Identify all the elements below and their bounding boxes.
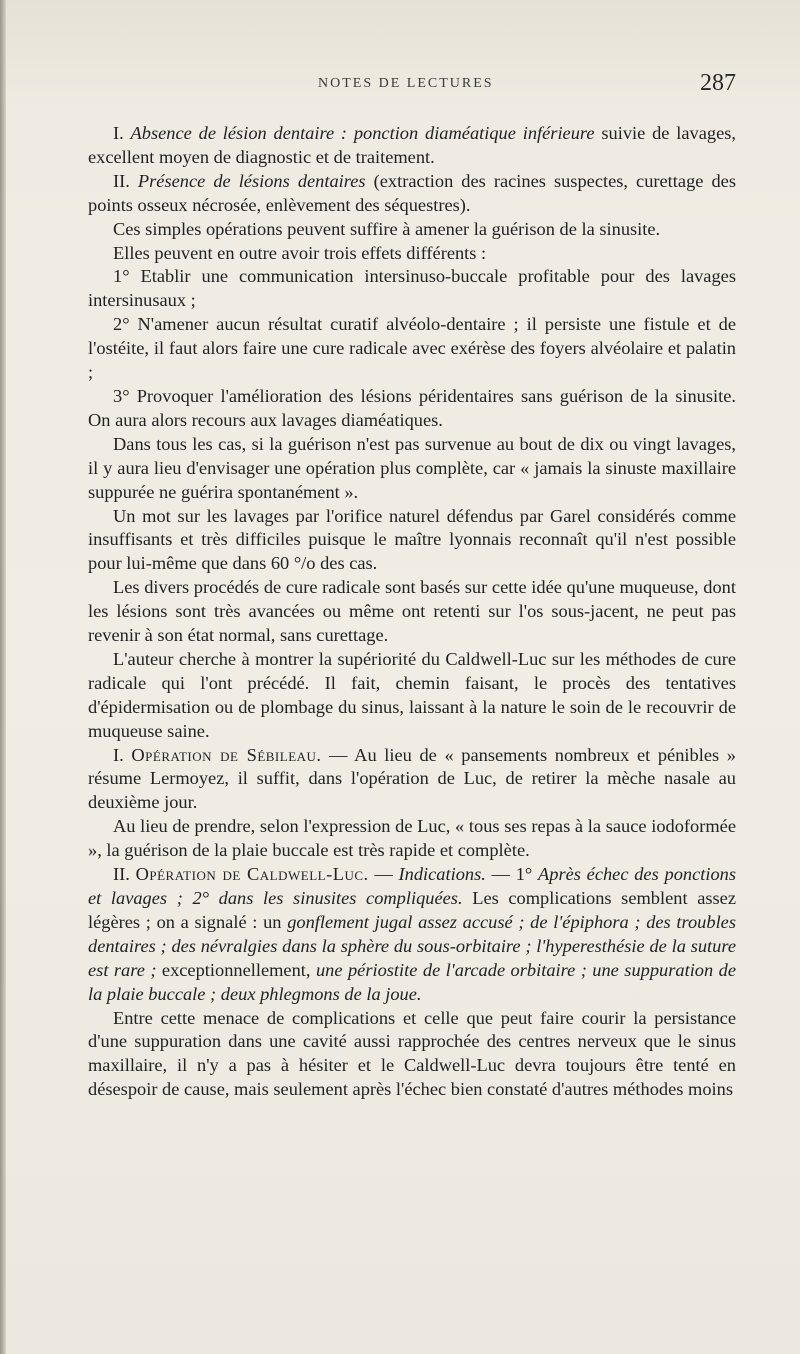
- section-heading: Opération de Caldwell-Luc.: [135, 864, 369, 885]
- item-title: Absence de lésion dentaire : ponction diaméatique inférieure: [130, 123, 595, 143]
- dash: — 1°: [485, 864, 539, 885]
- paragraph-10: Les divers procédés de cure radicale sont basés sur cette idée qu'une muqueuse, dont les lésions sont très avancées ou même ont retenti sur l'os sous-jacent, ne peut pas revenir à son état normal, sans curettage.: [88, 577, 736, 646]
- paragraph-3: Ces simples opérations peuvent suffire à amener la guérison de la sinusite.: [113, 218, 661, 239]
- paragraph-7: 3° Provoquer l'amélioration des lésions péridentaires sans guérison de la sinusite. On aura alors recours aux lavages diaméatiques.: [88, 385, 736, 430]
- paragraph-6: 2° N'amener aucun résultat curatif alvéolo-dentaire ; il persiste une fistule et de l'ostéite, il faut alors faire une cure radicale avec exérèse des foyers alvéolaire et palatin ;: [88, 314, 736, 383]
- paragraph-text: (extraction des racines suspectes, curettage des points osseux nécrosée, enlèvement des séquestres).: [88, 170, 736, 215]
- paragraph-4: Elles peuvent en outre avoir trois effets différents :: [113, 242, 487, 263]
- item-number: I.: [113, 123, 124, 143]
- dash: —: [368, 864, 399, 885]
- indications-text: Après échec des ponctions et lavages ; 2° dans les sinusites compliquées.: [88, 864, 737, 908]
- paragraph-2: [88, 170, 736, 218]
- paragraph-text: suivie de lavages, excellent moyen de diagnostic et de traitement.: [88, 123, 736, 167]
- paragraph-8: Dans tous les cas, si la guérison n'est pas survenue au bout de dix ou vingt lavages, il y aura lieu d'envisager une opération plus complète, car « jamais la sinuste maxillaire suppurée ne guérira spontanément ».: [88, 433, 736, 502]
- paragraph-12: [88, 744, 736, 816]
- paragraph-5: 1° Etablir une communication intersinuso-buccale profitable pour des lavages intersinusaux ;: [88, 266, 736, 311]
- paragraph-14: [88, 863, 736, 1006]
- paragraph-text: exceptionnellement,: [156, 959, 316, 980]
- page-number: 287: [700, 70, 736, 96]
- indications-label: Indications.: [398, 864, 486, 885]
- paragraph-13: Au lieu de prendre, selon l'expression de Luc, « tous ses repas à la sauce iodoformée », la guérison de la plaie buccale est très rapide et complète.: [88, 816, 736, 861]
- item-title: Présence de lésions dentaires: [137, 170, 366, 191]
- paragraph-15: Entre cette menace de complications et celle que peut faire courir la persistance d'une suppuration dans une cavité aussi rapprochée des centres nerveux que le sinus maxillaire, il n'y a pas à hésiter et le Caldwell-Luc devra toujours être tenté en désespoir de cause, mais seulement après l'échec bien constaté d'autres méthodes moins: [88, 1007, 736, 1100]
- complications-list: gonflement jugal assez accusé ; de l'épiphora ; des troubles dentaires ; des névralgies dans la sphère du sous-orbitaire ; l'hyperesthésie de la suture est rare ;: [88, 911, 737, 980]
- paragraph-11: L'auteur cherche à montrer la supériorité du Caldwell-Luc sur les méthodes de cure radicale qui l'ont précédé. Il fait, chemin faisant, le procès des tentatives d'épidermisation ou de plombage du sinus, laissant à la nature le soin de le recouvrir de muqueuse saine.: [88, 648, 736, 741]
- paragraph-text: Les complications semblent assez légères ; on a signalé : un: [88, 888, 737, 932]
- body-text: [88, 122, 736, 1102]
- item-number: I.: [113, 744, 124, 765]
- page-header: [88, 70, 736, 100]
- running-title: NOTES DE LECTURES: [318, 76, 494, 91]
- paragraph-1: [88, 122, 736, 170]
- paragraph-text: — Au lieu de « pansements nombreux et pénibles » résume Lermoyez, il suffit, dans l'opération de Luc, de retirer la mèche nasale au deuxième jour.: [88, 744, 736, 813]
- paragraph-9: Un mot sur les lavages par l'orifice naturel défendus par Garel considérés comme insuffisants et très difficiles puisque le maître lyonnais reconnaît qu'il n'est possible pour lui-même que dans 60 °/o des cas.: [88, 505, 736, 574]
- page-binding-edge: [0, 0, 6, 1354]
- rare-complications-list: une périostite de l'arcade orbitaire ; une suppuration de la plaie buccale ; deux phlegmons de la joue.: [88, 959, 736, 1004]
- item-number: II.: [113, 170, 130, 191]
- section-heading: Opération de Sébileau.: [131, 744, 322, 765]
- item-number: II.: [113, 864, 130, 885]
